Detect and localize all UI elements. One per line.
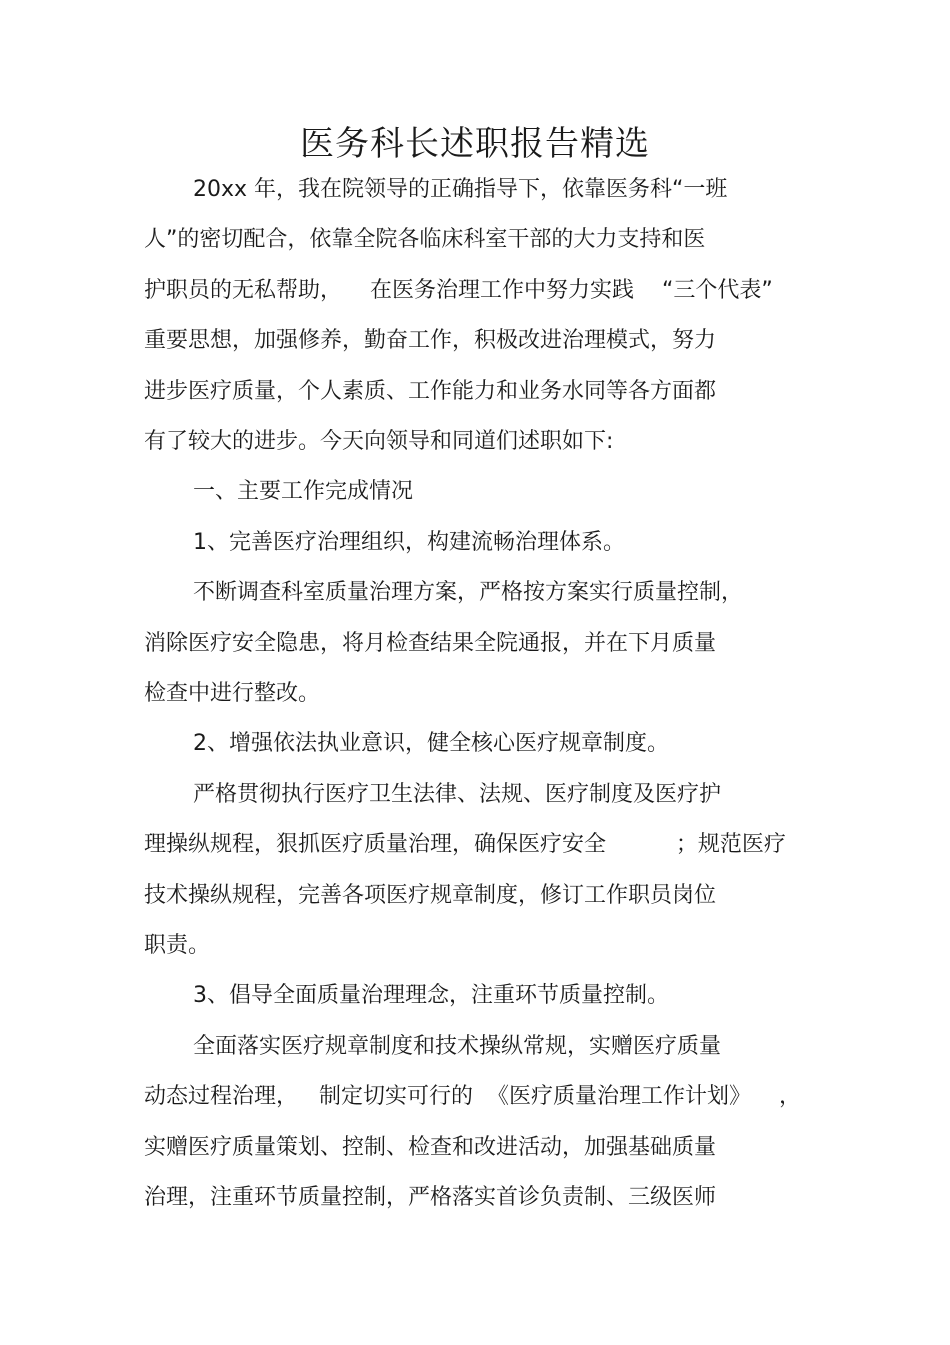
paragraph-line: 重要思想，加强修养，勤奋工作，积极改进治理模式，努力 [144,328,717,353]
paragraph-line: 理操纵规程，狠抓医疗质量治理，确保医疗安全 ；规范医疗 [144,832,786,857]
subsection-heading: 3、倡导全面质量治理理念，注重环节质量控制。 [193,983,669,1008]
paragraph-line: 动态过程治理， 制定切实可行的 《医疗质量治理工作计划》 ， [144,1084,801,1109]
paragraph-line: 治理，注重环节质量控制，严格落实首诊负责制、三级医师 [144,1185,717,1210]
document-title: 医务科长述职报告精选 [300,124,650,164]
subsection-heading: 1、完善医疗治理组织，构建流畅治理体系。 [193,530,625,555]
paragraph-line: 不断调查科室质量治理方案，严格按方案实行质量控制， [193,580,744,605]
paragraph-line: 护职员的无私帮助， 在医务治理工作中努力实践 “三个代表” [144,278,773,303]
paragraph-line: 有了较大的进步。今天向领导和同道们述职如下: [144,429,614,454]
paragraph-line: 技术操纵规程，完善各项医疗规章制度，修订工作职员岗位 [144,883,717,908]
paragraph-line: 进步医疗质量，个人素质、工作能力和业务水同等各方面都 [144,379,717,404]
paragraph-line: 检查中进行整改。 [144,681,321,706]
paragraph-line: 职责。 [144,933,211,958]
paragraph-line: 消除医疗安全隐患，将月检查结果全院通报，并在下月质量 [144,631,717,656]
paragraph-line: 全面落实医疗规章制度和技术操纵常规，实赠医疗质量 [193,1034,722,1059]
paragraph-line: 实赠医疗质量策划、控制、检查和改进活动，加强基础质量 [144,1135,717,1160]
paragraph-line: 人”的密切配合，依靠全院各临床科室干部的大力支持和医 [144,227,706,252]
section-heading: 一、主要工作完成情况 [193,479,414,504]
paragraph-line: 严格贯彻执行医疗卫生法律、法规、医疗制度及医疗护 [193,782,722,807]
paragraph-line: 20xx 年，我在院领导的正确指导下，依靠医务科“一班 [193,177,728,202]
subsection-heading: 2、增强依法执业意识，健全核心医疗规章制度。 [193,731,669,756]
